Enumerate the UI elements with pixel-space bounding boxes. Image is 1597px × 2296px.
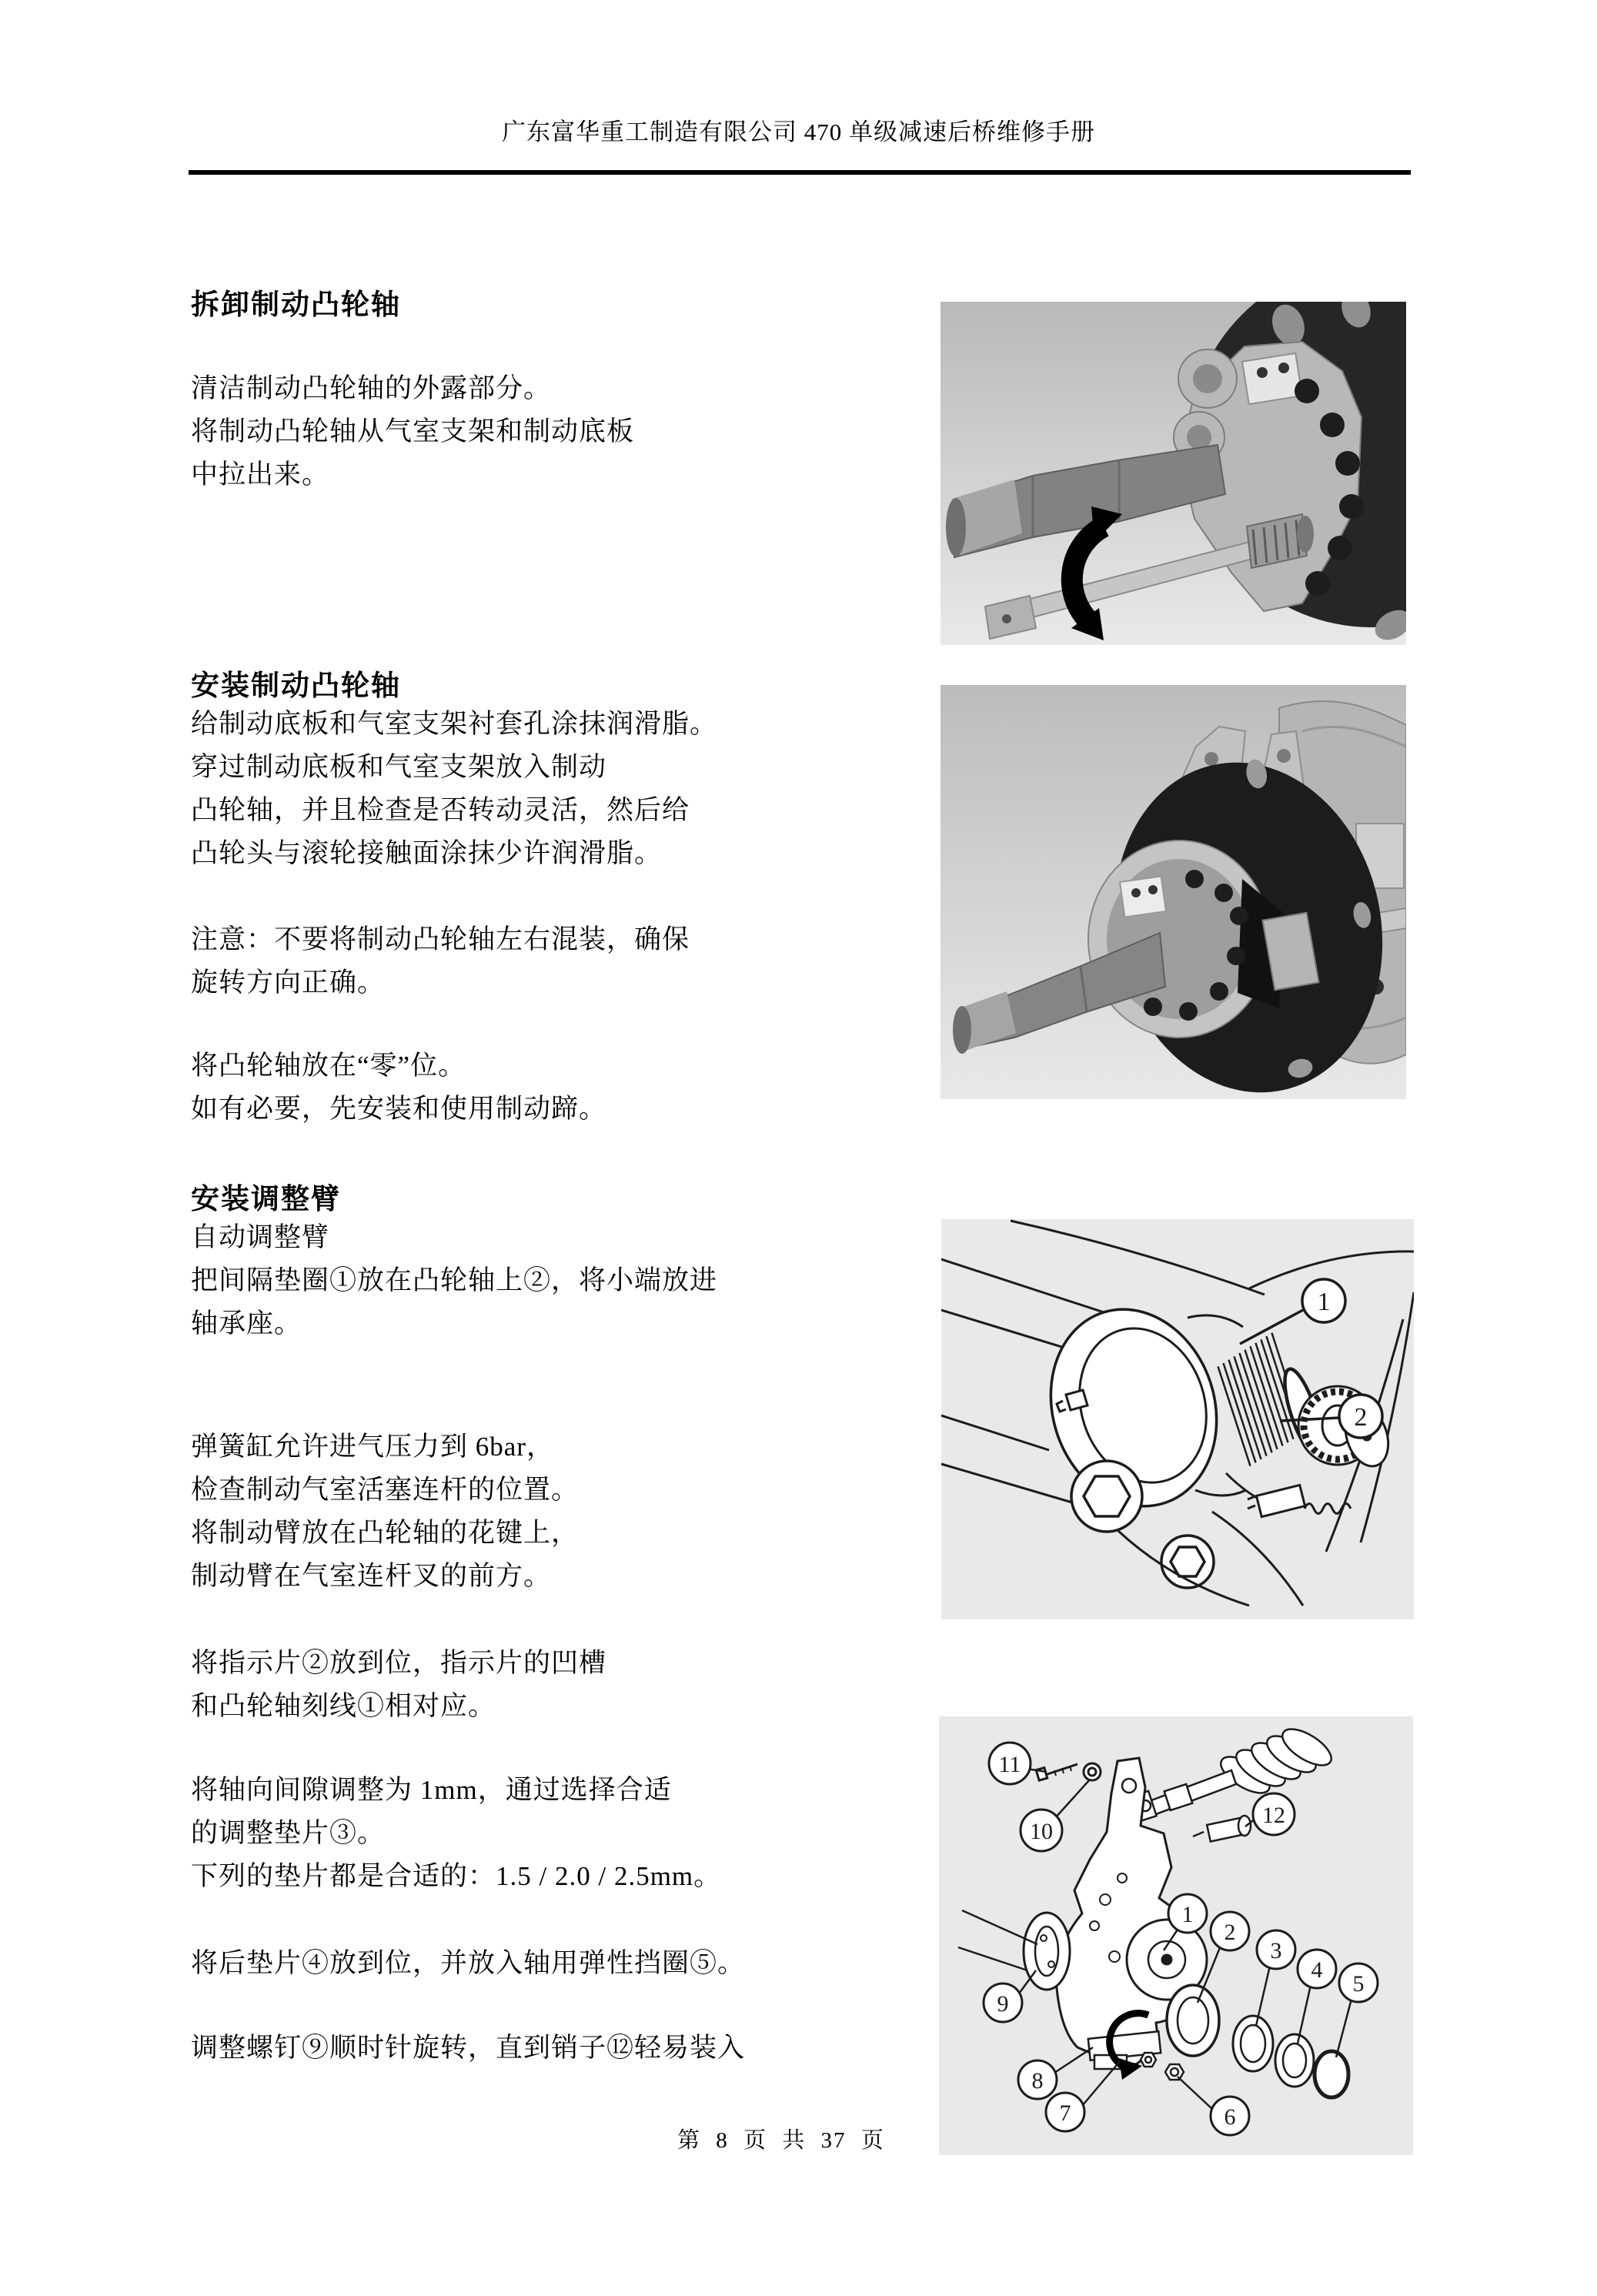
adjuster-detail-illustration (941, 1219, 1414, 1619)
callout-3-label: 3 (1270, 1938, 1282, 1963)
callout-12-label: 12 (1262, 1803, 1285, 1828)
section-title-remove-camshaft: 拆卸制动凸轮轴 (191, 289, 401, 321)
install-camshaft-illustration (940, 685, 1406, 1099)
figure-adjuster-arm-detail (941, 1219, 1414, 1619)
text-line: 将制动凸轮轴从气室支架和制动底板 (191, 416, 635, 446)
text-line: 如有必要，先安装和使用制动蹄。 (191, 1094, 607, 1124)
text-line: 检查制动气室活塞连杆的位置。 (191, 1475, 580, 1505)
callout-9-label: 9 (997, 1991, 1009, 2017)
paragraph (191, 1942, 922, 1985)
text-line: 将轴向间隙调整为 1mm，通过选择合适 (191, 1775, 672, 1805)
text-line: 和凸轮轴刻线①相对应。 (191, 1691, 496, 1721)
text-line: 把间隔垫圈①放在凸轮轴上②，将小端放进 (191, 1265, 718, 1295)
text-line: 注意：不要将制动凸轮轴左右混装，确保 (191, 924, 690, 954)
text-line: 下列的垫片都是合适的：1.5 / 2.0 / 2.5mm。 (191, 1861, 722, 1891)
note-paragraph (191, 918, 922, 1004)
paragraph (191, 1044, 922, 1131)
text-line: 轴承座。 (191, 1308, 302, 1338)
paragraph (191, 1769, 922, 1898)
callout-2-label: 2 (1354, 1403, 1368, 1432)
paragraph (191, 367, 922, 496)
paragraph (191, 1216, 922, 1345)
page-header: 广东富华重工制造有限公司 470 单级减速后桥维修手册 (502, 119, 1095, 145)
figure-adjuster-arm-exploded (939, 1716, 1413, 2155)
paragraph (191, 1642, 922, 1728)
text-line: 清洁制动凸轮轴的外露部分。 (191, 373, 552, 403)
text-line: 凸轮轴，并且检查是否转动灵活，然后给 (191, 795, 690, 825)
callout-6-label: 6 (1224, 2104, 1236, 2130)
paragraph (191, 703, 922, 875)
figure-install-brake-camshaft (940, 685, 1406, 1099)
callout-1-label: 1 (1181, 1902, 1194, 1927)
section-title-install-adjuster-arm: 安装调整臂 (191, 1184, 341, 1215)
header-rule (189, 170, 1411, 175)
paragraph (191, 2027, 922, 2070)
text-line: 弹簧缸允许进气压力到 6bar， (191, 1432, 554, 1462)
text-line: 给制动底板和气室支架衬套孔涂抹润滑脂。 (191, 709, 718, 739)
text-line: 旋转方向正确。 (191, 968, 386, 998)
text-line: 穿过制动底板和气室支架放入制动 (191, 752, 607, 782)
text-line: 制动臂在气室连杆叉的前方。 (191, 1561, 552, 1591)
remove-camshaft-illustration (940, 302, 1406, 645)
callout-4-label: 4 (1311, 1957, 1323, 1983)
text-line: 将凸轮轴放在“零”位。 (191, 1051, 466, 1081)
callout-5-label: 5 (1352, 1971, 1365, 1997)
callout-10-label: 10 (1030, 1819, 1053, 1844)
callout-1-label: 1 (1317, 1288, 1331, 1316)
text-line: 将制动臂放在凸轮轴的花键上， (191, 1518, 580, 1548)
callout-8-label: 8 (1031, 2068, 1044, 2094)
text-line: 将后垫片④放到位，并放入轴用弹性挡圈⑤。 (191, 1948, 746, 1978)
page-footer: 第 8 页 共 37 页 (677, 2128, 885, 2153)
paragraph (191, 1425, 922, 1598)
adjuster-exploded-illustration (939, 1716, 1413, 2155)
text-line: 凸轮头与滚轮接触面涂抹少许润滑脂。 (191, 838, 663, 868)
text-line: 将指示片②放到位，指示片的凹槽 (191, 1648, 607, 1678)
text-line: 自动调整臂 (191, 1222, 330, 1252)
figure-remove-brake-camshaft (940, 302, 1406, 645)
text-line: 调整螺钉⑨顺时针旋转，直到销子⑫轻易装入 (191, 2033, 746, 2063)
callout-7-label: 7 (1059, 2100, 1071, 2126)
text-line: 的调整垫片③。 (191, 1818, 386, 1848)
callout-11-label: 11 (998, 1752, 1021, 1777)
section-title-install-camshaft: 安装制动凸轮轴 (191, 670, 401, 702)
callout-2-label: 2 (1224, 1920, 1236, 1945)
text-line: 中拉出来。 (191, 460, 330, 490)
